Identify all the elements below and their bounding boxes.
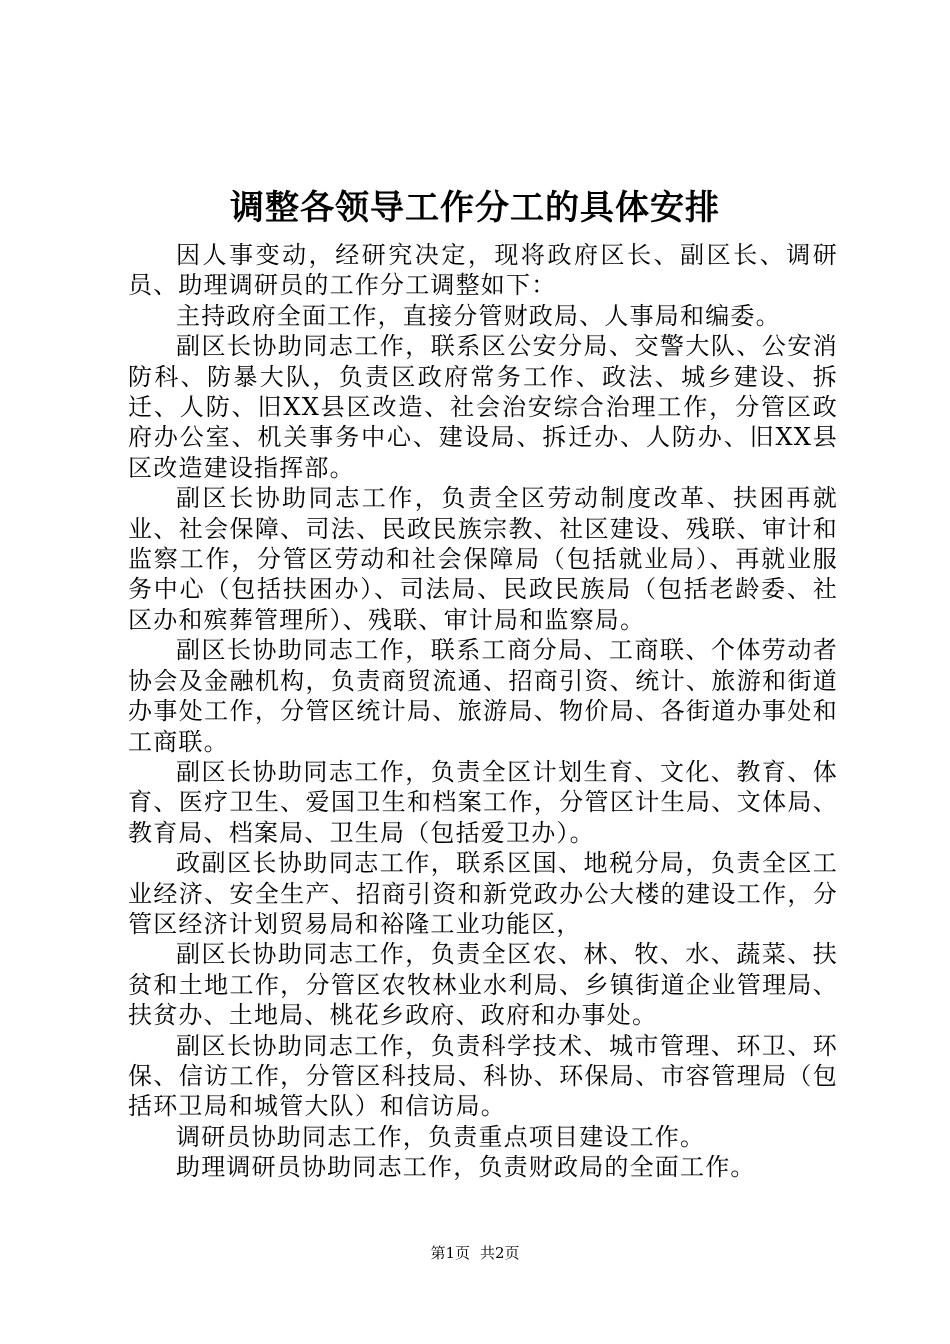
document-title: 调整各领导工作分工的具体安排 <box>230 188 720 228</box>
paragraph-assistant-researcher: 助理调研员协助同志工作，负责财政局的全面工作。 <box>176 1153 756 1182</box>
paragraph-deputy-5: 政副区长协助同志工作，联系区国、地税分局，负责全区工业经济、安全生产、招商引资和新党政办公大楼的建设工作，分管区经济计划贸易局和裕隆工业功能区， <box>128 849 838 938</box>
paragraph-district-head: 主持政府全面工作，直接分管财政局、人事局和编委。 <box>176 301 781 330</box>
paragraph-intro: 因人事变动，经研究决定，现将政府区长、副区长、调研员、助理调研员的工作分工调整如下： <box>128 241 838 300</box>
paragraph-deputy-7: 副区长协助同志工作，负责科学技术、城市管理、环卫、环保、信访工作，分管区科技局、科协、环保局、市容管理局（包括环卫局和城管大队）和信访局。 <box>128 1031 838 1121</box>
paragraph-researcher: 调研员协助同志工作，负责重点项目建设工作。 <box>176 1122 706 1151</box>
paragraph-deputy-2: 副区长协助同志工作，负责全区劳动制度改革、扶困再就业、社会保障、司法、民政民族宗教、社区建设、残联、审计和监察工作，分管区劳动和社会保障局（包括就业局）、再就业服务中心（包括扶困办）、司法局、民政民族局（包括老龄委、社区办和殡葬管理所）、残联、审计局和监察局。 <box>128 484 838 634</box>
document-body <box>128 240 838 1183</box>
paragraph-deputy-6: 副区长协助同志工作，负责全区农、林、牧、水、蔬菜、扶贫和土地工作，分管区农牧林业水利局、乡镇街道企业管理局、扶贫办、土地局、桃花乡政府、政府和办事处。 <box>128 940 838 1030</box>
page-total: 共2页 <box>480 1244 520 1262</box>
page-footer <box>0 1243 950 1263</box>
paragraph-deputy-3: 副区长协助同志工作，联系工商分局、工商联、个体劳动者协会及金融机构，负责商贸流通、招商引资、统计、旅游和街道办事处工作，分管区统计局、旅游局、物价局、各街道办事处和工商联。 <box>128 636 838 756</box>
paragraph-deputy-4: 副区长协助同志工作，负责全区计划生育、文化、教育、体育、医疗卫生、爱国卫生和档案工作，分管区计生局、文体局、教育局、档案局、卫生局（包括爱卫办）。 <box>128 757 838 847</box>
paragraph-deputy-1: 副区长协助同志工作，联系区公安分局、交警大队、公安消防科、防暴大队，负责区政府常务工作、政法、城乡建设、拆迁、人防、旧XX县区改造、社会治安综合治理工作，分管区政府办公室、机关事务中心、建设局、拆迁办、人防办、旧XX县区改造建设指挥部。 <box>128 332 838 482</box>
page-number: 第1页 <box>430 1244 470 1262</box>
